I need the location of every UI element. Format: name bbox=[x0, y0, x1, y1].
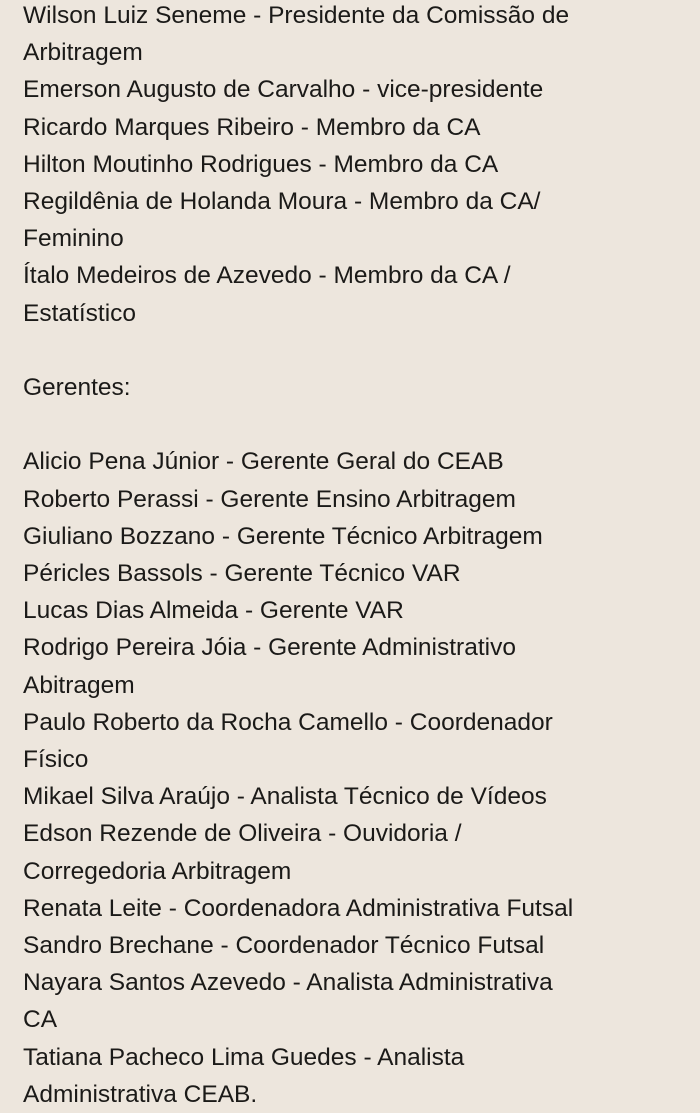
committee-line: Hilton Moutinho Rodrigues - Membro da CA bbox=[23, 150, 499, 178]
manager-line: Mikael Silva Araújo - Analista Técnico de Vídeos bbox=[23, 783, 547, 811]
manager-line: Péricles Bassols - Gerente Técnico VAR bbox=[23, 560, 461, 588]
manager-line: Giuliano Bozzano - Gerente Técnico Arbitragem bbox=[23, 522, 543, 550]
committee-line: Ítalo Medeiros de Azevedo - Membro da CA / bbox=[23, 262, 511, 290]
managers-heading: Gerentes: bbox=[23, 374, 131, 402]
committee-line: Emerson Augusto de Carvalho - vice-presidente bbox=[23, 76, 544, 104]
manager-line: CA bbox=[23, 1006, 58, 1034]
committee-line: Estatístico bbox=[23, 299, 137, 327]
manager-line: Abitragem bbox=[23, 671, 135, 699]
manager-line: Nayara Santos Azevedo - Analista Administrativa bbox=[23, 969, 553, 997]
manager-line: Renata Leite - Coordenadora Administrativa Futsal bbox=[23, 894, 574, 922]
manager-line: Lucas Dias Almeida - Gerente VAR bbox=[23, 597, 404, 625]
manager-line: Sandro Brechane - Coordenador Técnico Futsal bbox=[23, 932, 545, 960]
manager-line: Edson Rezende de Oliveira - Ouvidoria / bbox=[23, 820, 462, 848]
committee-line: Regildênia de Holanda Moura - Membro da CA/ bbox=[23, 188, 541, 216]
manager-line: Corregedoria Arbitragem bbox=[23, 857, 292, 885]
managers-list bbox=[23, 443, 688, 1113]
committee-line: Feminino bbox=[23, 225, 124, 253]
committee-line: Arbitragem bbox=[23, 39, 143, 67]
blank-line bbox=[23, 406, 688, 443]
committee-line: Wilson Luiz Seneme - Presidente da Comissão de bbox=[23, 2, 570, 29]
manager-line: Físico bbox=[23, 746, 89, 774]
manager-line: Alicio Pena Júnior - Gerente Geral do CEAB bbox=[23, 448, 504, 476]
manager-line: Administrativa CEAB. bbox=[23, 1080, 258, 1108]
committee-line: Ricardo Marques Ribeiro - Membro da CA bbox=[23, 113, 481, 141]
manager-line: Paulo Roberto da Rocha Camello - Coordenador bbox=[23, 708, 553, 736]
manager-line: Rodrigo Pereira Jóia - Gerente Administrativo bbox=[23, 634, 516, 662]
committee-list bbox=[23, 0, 688, 332]
manager-line: Roberto Perassi - Gerente Ensino Arbitragem bbox=[23, 485, 516, 513]
blank-line bbox=[23, 332, 688, 369]
manager-line: Tatiana Pacheco Lima Guedes - Analista bbox=[23, 1043, 465, 1071]
